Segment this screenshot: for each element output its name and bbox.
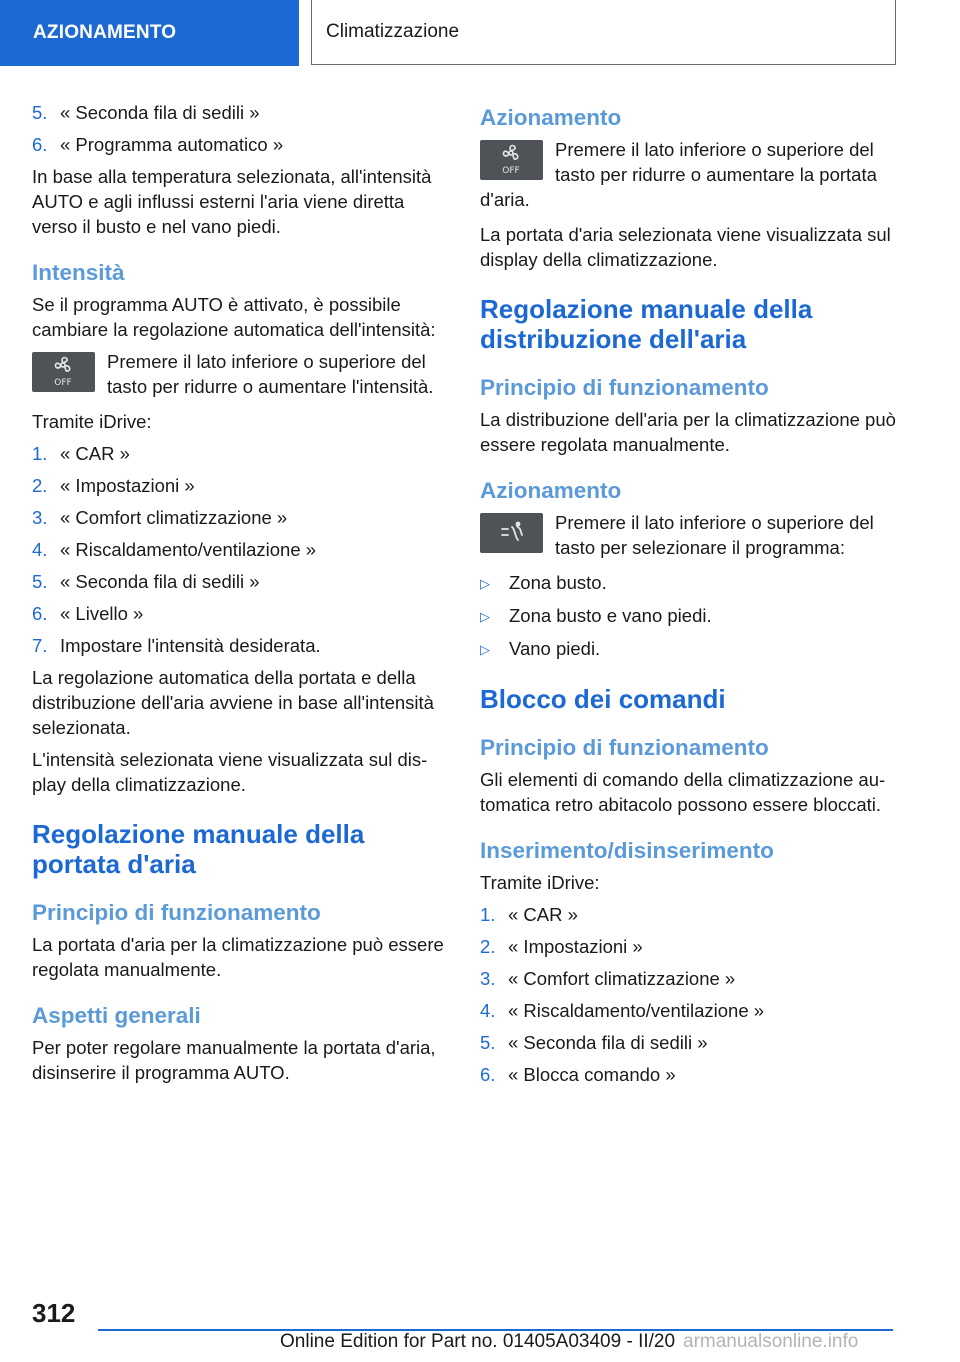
step-text: « Comfort climatizzazione » <box>508 968 736 989</box>
list-item <box>32 100 448 125</box>
icon-instruction <box>480 510 896 560</box>
list-item <box>32 601 448 626</box>
step-text: « CAR » <box>508 904 578 925</box>
list-item <box>480 603 896 629</box>
paragraph-blocco: Gli elementi di comando della climatizzazione automatica retro abitacolo possono essere bloccati. <box>480 769 886 815</box>
step-number: 3. <box>480 968 496 989</box>
list-item <box>480 902 896 927</box>
list-item <box>32 505 448 530</box>
heading-principio: Principio di funzionamento <box>480 375 769 400</box>
step-number: 5. <box>32 571 48 592</box>
step-text: « Seconda fila di sedili » <box>508 1032 708 1053</box>
list-item <box>32 569 448 594</box>
steps-list-a <box>32 100 448 157</box>
list-item <box>32 473 448 498</box>
step-text: « Riscaldamento/ventilazione » <box>508 1000 765 1021</box>
bullet-text: Zona busto e vano piedi. <box>509 605 712 626</box>
step-text: « Comfort climatizzazione » <box>60 507 288 528</box>
step-number: 2. <box>32 475 48 496</box>
list-item <box>480 570 896 596</box>
paragraph-display: L'intensità selezionata viene visualizzata sul display della climatizzazione. <box>32 749 428 795</box>
triangle-bullet-icon: ▷ <box>480 576 490 591</box>
icon-instruction <box>32 349 448 399</box>
air-distribution-button-icon <box>480 513 543 553</box>
step-number: 6. <box>32 134 48 155</box>
step-text: « Blocca comando » <box>508 1064 676 1085</box>
heading-principio-2: Principio di funzionamento <box>480 735 769 760</box>
page-header <box>0 0 960 66</box>
list-item <box>480 1030 896 1055</box>
step-text: « Riscaldamento/ventilazione » <box>60 539 317 560</box>
list-item <box>32 633 448 658</box>
paragraph-regolazione: La regolazione automatica della portata e della distribuzione dell'aria avviene in base all'intensità selezionata. <box>32 667 434 738</box>
step-number: 6. <box>480 1064 496 1085</box>
step-number: 6. <box>32 603 48 624</box>
icon-instruction-text: Premere il lato inferiore o superiore del tasto per selezionare il programma: <box>555 512 874 558</box>
list-item <box>480 636 896 662</box>
footer-edition: Online Edition for Part no. 01405A03409 - II/20 <box>280 1331 676 1352</box>
step-text: « CAR » <box>60 443 130 464</box>
chapter-title: Climatizzazione <box>311 0 896 65</box>
heading-distribuzione: Regolazione manuale della distribuzione dell'aria <box>480 294 813 354</box>
heading-azionamento-2: Azionamento <box>480 478 622 503</box>
steps-list-b <box>32 441 448 658</box>
triangle-bullet-icon: ▷ <box>480 642 490 657</box>
list-item <box>32 132 448 157</box>
bullet-text: Zona busto. <box>509 572 607 593</box>
step-text: « Seconda fila di sedili » <box>60 102 260 123</box>
triangle-bullet-icon: ▷ <box>480 609 490 624</box>
steps-list-c <box>480 902 896 1087</box>
step-number: 1. <box>480 904 496 925</box>
step-text: « Livello » <box>60 603 144 624</box>
icon-instruction-text: Premere il lato inferiore o superiore del tasto per ridurre o aumentare la portata d'aria. <box>480 139 877 210</box>
paragraph-principio: La distribuzione dell'aria per la climatizzazione può essere regolata manualmente. <box>480 409 896 455</box>
icon-instruction-text: Premere il lato inferiore o superiore del tasto per ridurre o aumentare l'intensità. <box>107 351 434 397</box>
paragraph-intro: In base alla temperatura selezionata, all'intensità AUTO e agli influssi esterni l'aria viene diretta verso il busto e nel vano piedi. <box>32 166 432 237</box>
step-text: « Impostazioni » <box>508 936 643 957</box>
svg-text:OFF: OFF <box>54 378 72 388</box>
svg-text:OFF: OFF <box>502 166 520 176</box>
fan-button-icon <box>480 140 543 180</box>
footer-watermark: armanualsonline.info <box>683 1331 859 1352</box>
step-number: 7. <box>32 635 48 656</box>
paragraph-idrive: Tramite iDrive: <box>32 411 152 432</box>
paragraph-aspetti: Per poter regolare manualmente la portata d'aria, disinserire il programma AUTO. <box>32 1037 436 1083</box>
bullet-text: Vano piedi. <box>509 638 601 659</box>
paragraph-portata: La portata d'aria selezionata viene visualizzata sul display della climatizzazione. <box>480 224 891 270</box>
heading-principio: Principio di funzionamento <box>32 900 321 925</box>
step-text: « Impostazioni » <box>60 475 195 496</box>
step-number: 1. <box>32 443 48 464</box>
heading-blocco: Blocco dei comandi <box>480 684 726 714</box>
step-text: « Programma automatico » <box>60 134 284 155</box>
step-number: 2. <box>480 936 496 957</box>
section-tab: AZIONAMENTO <box>0 0 299 66</box>
step-number: 5. <box>32 102 48 123</box>
right-column <box>480 100 896 1094</box>
program-bullets <box>480 570 896 662</box>
icon-instruction <box>480 137 896 212</box>
paragraph-intensita: Se il programma AUTO è attivato, è possibile cambiare la regolazione automatica dell'intensità: <box>32 294 436 340</box>
heading-portata: Regolazione manuale della portata d'aria <box>32 819 365 879</box>
paragraph-principio: La portata d'aria per la climatizzazione può essere regolata manualmente. <box>32 934 444 980</box>
page-number: 312 <box>32 1298 76 1328</box>
list-item <box>32 537 448 562</box>
step-number: 4. <box>32 539 48 560</box>
heading-aspetti: Aspetti generali <box>32 1003 201 1028</box>
list-item <box>480 998 896 1023</box>
list-item <box>480 1062 896 1087</box>
step-number: 4. <box>480 1000 496 1021</box>
heading-inserimento: Inserimento/disinserimento <box>480 838 774 863</box>
list-item <box>480 966 896 991</box>
heading-azionamento: Azionamento <box>480 105 622 130</box>
step-text: Impostare l'intensità desiderata. <box>60 635 321 656</box>
heading-intensita: Intensità <box>32 260 125 285</box>
left-column <box>32 100 448 1092</box>
step-number: 3. <box>32 507 48 528</box>
list-item <box>32 441 448 466</box>
fan-button-icon <box>32 352 95 392</box>
step-text: « Seconda fila di sedili » <box>60 571 260 592</box>
paragraph-idrive: Tramite iDrive: <box>480 872 600 893</box>
list-item <box>480 934 896 959</box>
step-number: 5. <box>480 1032 496 1053</box>
